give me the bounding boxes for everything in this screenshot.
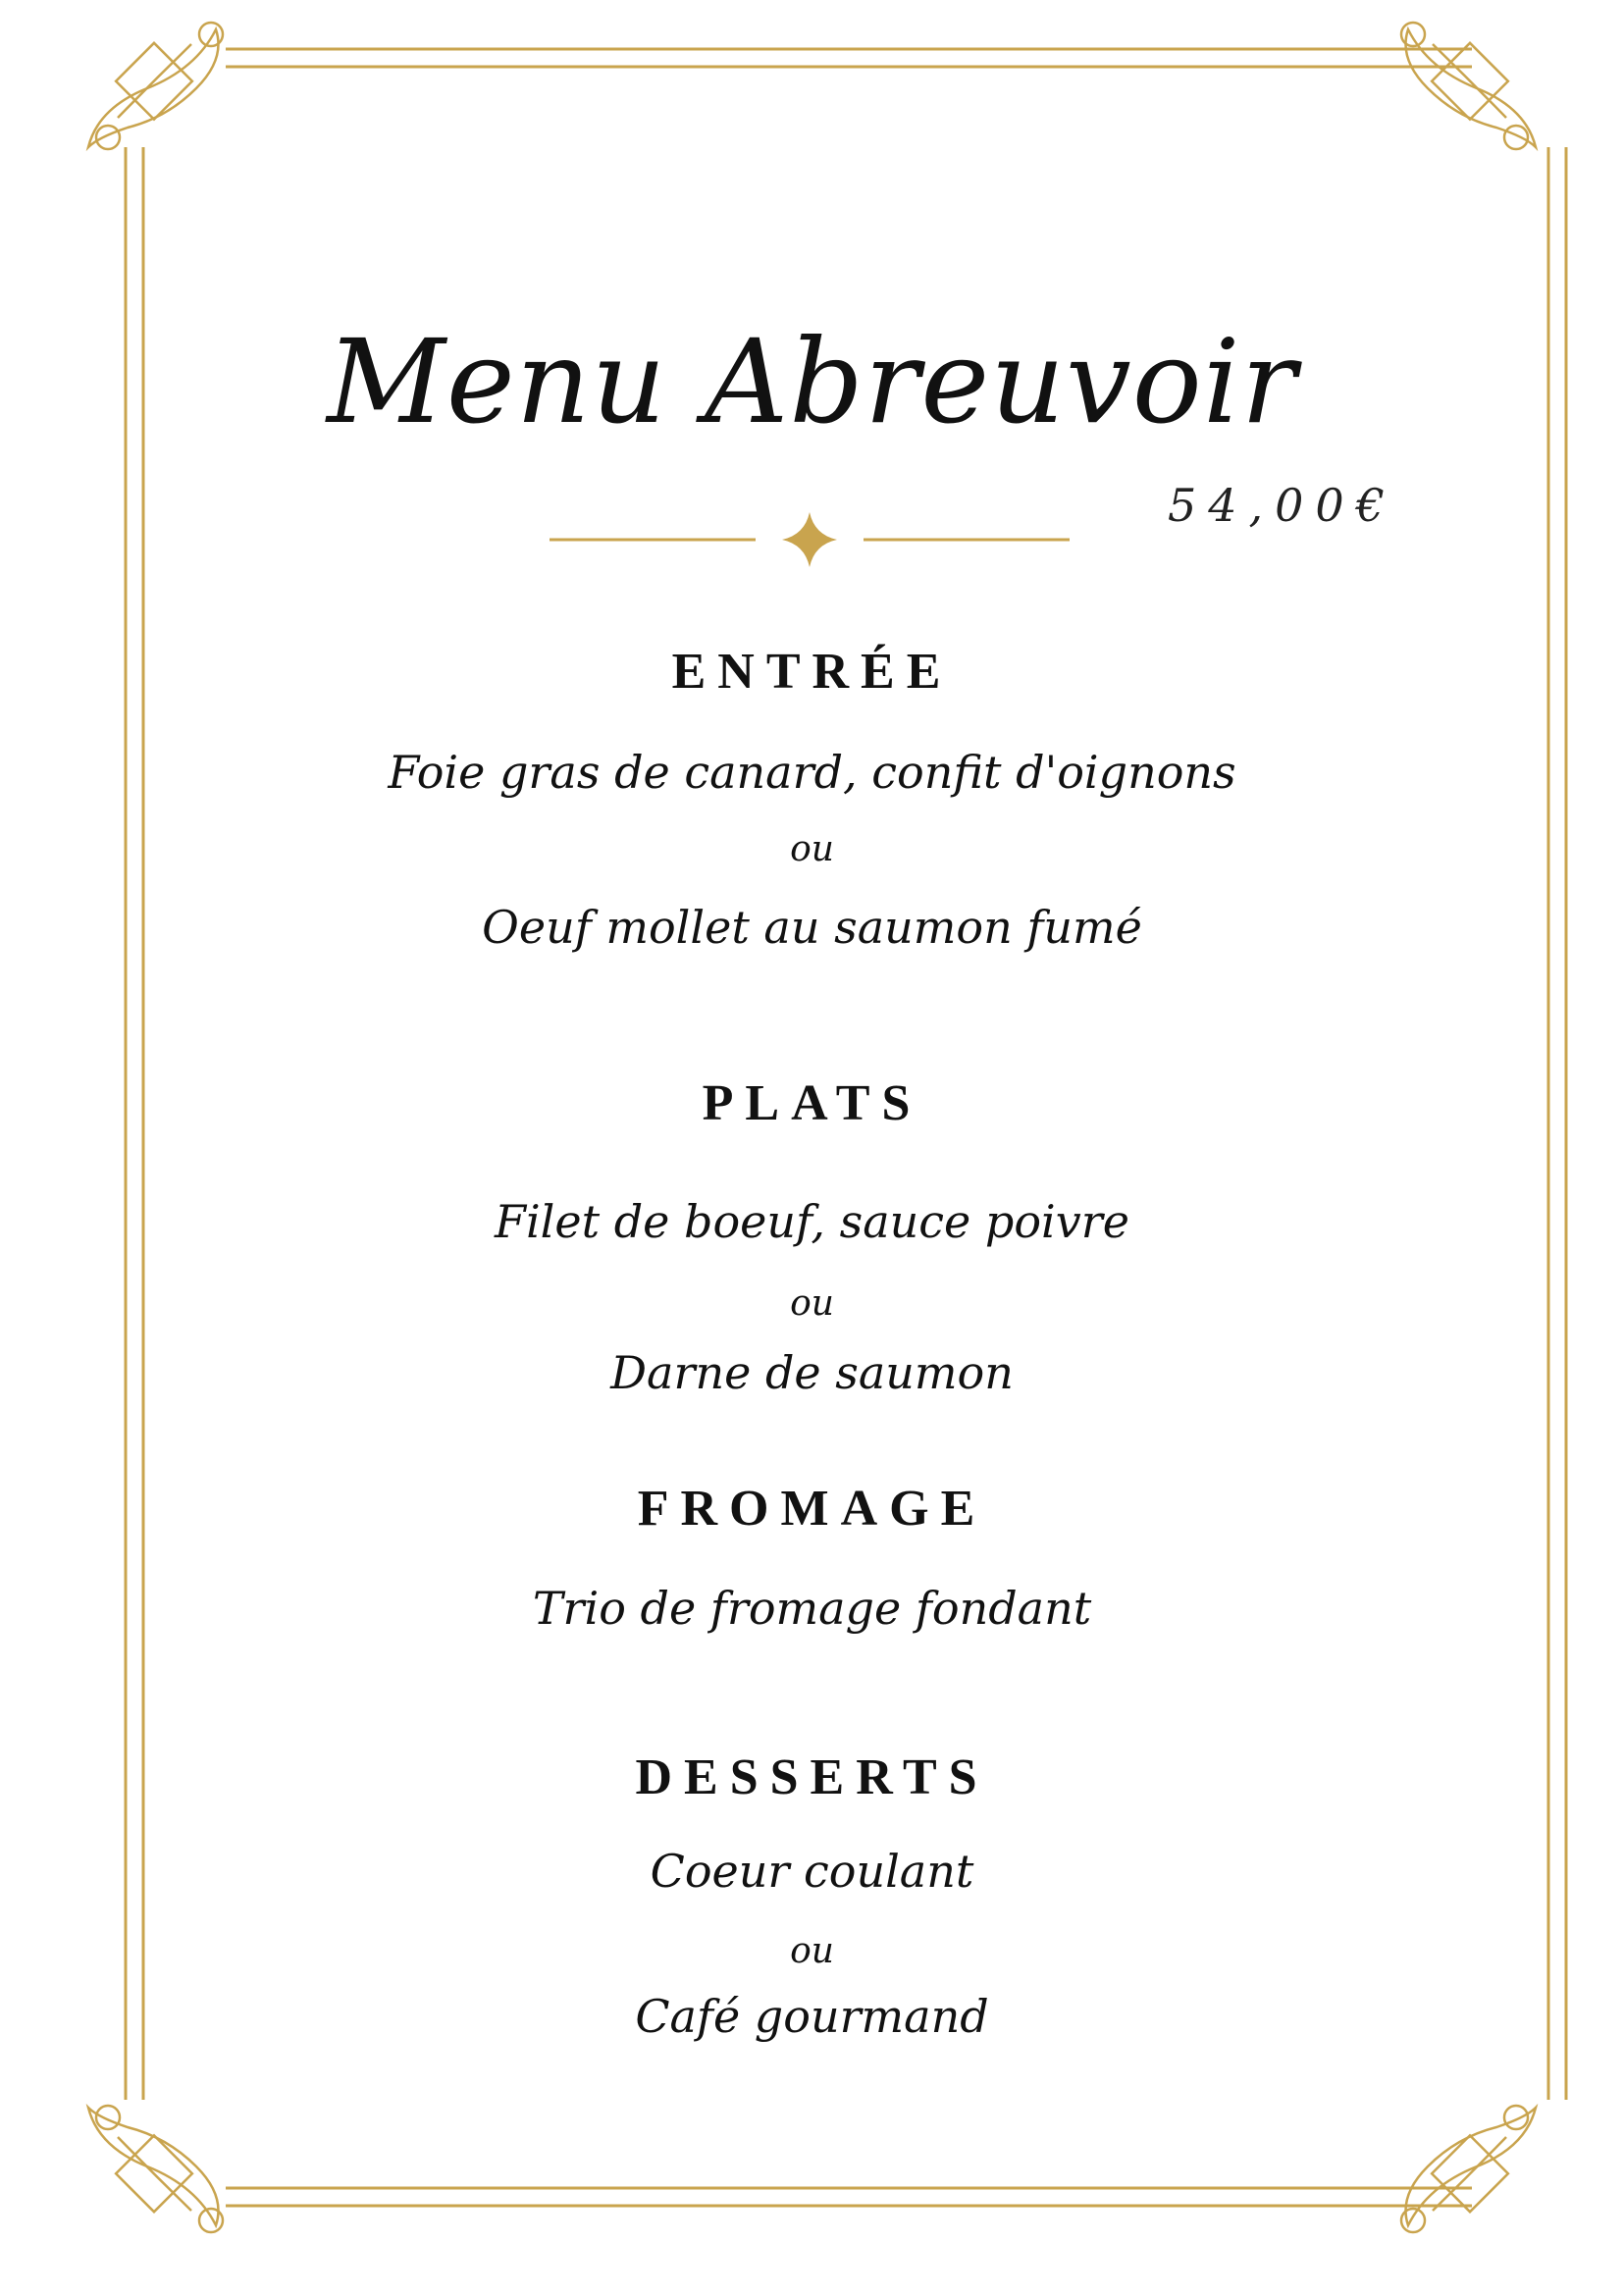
section-heading-desserts: DESSERTS bbox=[635, 1749, 989, 1805]
dish-coeur-coulant: Coeur coulant bbox=[650, 1845, 974, 1898]
dish-darne-saumon: Darne de saumon bbox=[610, 1346, 1014, 1399]
corner-ornament-top-left bbox=[88, 23, 223, 149]
dish-separator: ou bbox=[790, 829, 834, 869]
gold-divider bbox=[550, 510, 1070, 569]
dish-separator: ou bbox=[790, 1931, 834, 1971]
section-heading-plats: PLATS bbox=[702, 1075, 922, 1131]
corner-ornament-bottom-right bbox=[1401, 2106, 1536, 2232]
dish-filet-boeuf: Filet de boeuf, sauce poivre bbox=[495, 1195, 1129, 1248]
menu-price: 54,00€ bbox=[1168, 479, 1396, 532]
section-heading-entree: ENTRÉE bbox=[671, 644, 953, 700]
menu-title: Menu Abreuvoir bbox=[327, 314, 1297, 449]
star-icon bbox=[782, 512, 837, 567]
dish-separator: ou bbox=[790, 1283, 834, 1324]
dish-cafe-gourmand: Café gourmand bbox=[635, 1990, 989, 2043]
section-heading-fromage: FROMAGE bbox=[637, 1481, 987, 1537]
corner-ornament-top-right bbox=[1401, 23, 1536, 149]
dish-oeuf-mollet: Oeuf mollet au saumon fumé bbox=[482, 901, 1142, 954]
dish-trio-fromage: Trio de fromage fondant bbox=[532, 1582, 1092, 1635]
corner-ornament-bottom-left bbox=[88, 2106, 223, 2232]
dish-foie-gras: Foie gras de canard, confit d'oignons bbox=[388, 746, 1236, 799]
